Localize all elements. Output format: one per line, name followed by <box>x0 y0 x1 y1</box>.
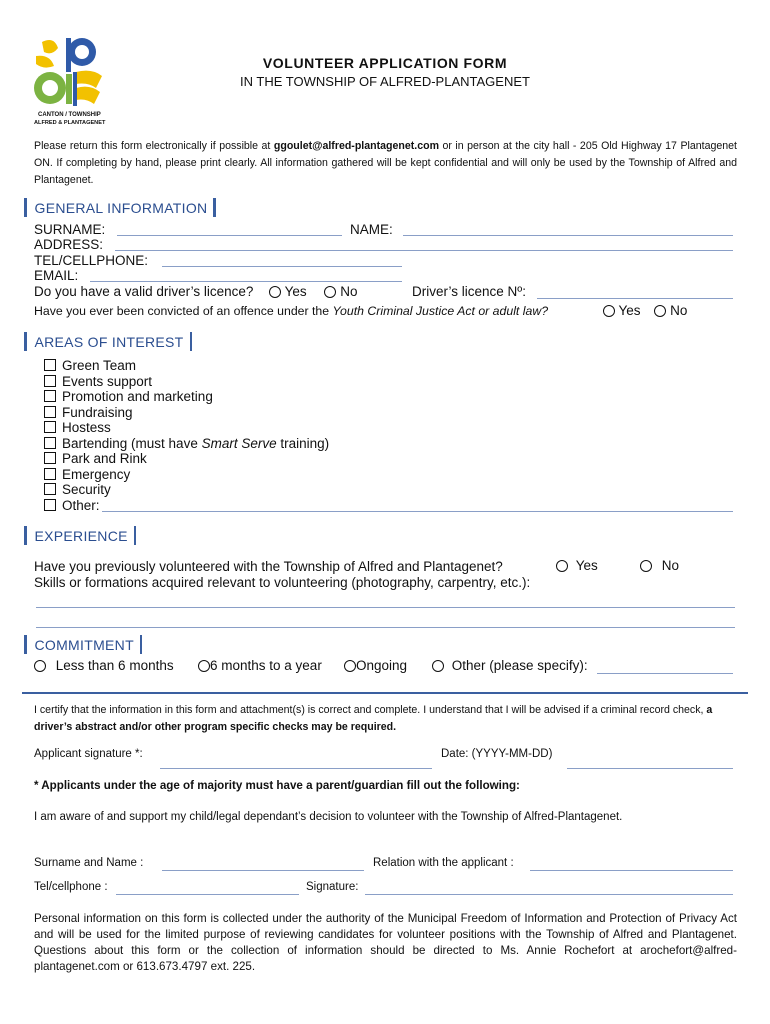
interest-item[interactable]: Emergency <box>44 467 329 483</box>
conviction-yes-radio[interactable] <box>603 305 615 317</box>
section-general-information: GENERAL INFORMATION <box>24 198 216 217</box>
address-label: ADDRESS: <box>34 237 104 252</box>
skills-question: Skills or formations acquired relevant to volunteering (photography, carpentry, etc.): <box>34 575 531 590</box>
security-checkbox[interactable] <box>44 483 56 495</box>
surname-label: SURNAME: <box>34 222 106 237</box>
contact-email-link[interactable]: ggoulet@alfred-plantagenet.com <box>273 140 440 152</box>
tel-label: TEL/CELLPHONE: <box>34 253 149 268</box>
licence-number-field[interactable] <box>537 298 733 299</box>
relation-label: Relation with the applicant : <box>373 857 514 869</box>
form-title: VOLUNTEER APPLICATION FORM <box>262 55 508 71</box>
section-areas-of-interest: AREAS OF INTEREST <box>24 332 192 351</box>
interest-item[interactable]: Security <box>44 482 329 498</box>
promotion-checkbox[interactable] <box>44 390 56 402</box>
guardian-tel-field[interactable] <box>116 894 299 895</box>
interest-item[interactable]: Hostess <box>44 420 329 436</box>
licence-no-label: No <box>340 284 358 299</box>
volunteered-no-option <box>640 558 679 573</box>
skills-field-line-2[interactable] <box>36 627 735 628</box>
commitment-6-12-option <box>198 658 322 673</box>
interest-item[interactable]: Events support <box>44 374 329 390</box>
conviction-no-label: No <box>670 303 688 318</box>
section-commitment: COMMITMENT <box>24 635 142 654</box>
bartending-checkbox[interactable] <box>44 437 56 449</box>
logo-text-2: ALFRED & PLANTAGENET <box>34 120 106 126</box>
conviction-options <box>603 303 687 318</box>
interest-item[interactable]: Park and Rink <box>44 451 329 467</box>
commitment-ongoing-option <box>344 658 407 673</box>
guardian-name-label: Surname and Name : <box>34 857 144 869</box>
other-checkbox[interactable] <box>44 499 56 511</box>
form-subtitle: IN THE TOWNSHIP OF ALFRED-PLANTAGENET <box>240 74 530 89</box>
conviction-question: Have you ever been convicted of an offence under the Youth Criminal Justice Act or adult law? <box>34 304 549 318</box>
commitment-other-option <box>432 658 588 673</box>
skills-field-line-1[interactable] <box>36 607 735 608</box>
name-label: NAME: <box>350 222 393 237</box>
events-support-checkbox[interactable] <box>44 375 56 387</box>
licence-number-label: Driver’s licence Nº: <box>412 284 526 299</box>
green-team-checkbox[interactable] <box>44 359 56 371</box>
email-label: EMAIL: <box>34 268 79 283</box>
guardian-tel-label: Tel/cellphone : <box>34 881 108 893</box>
date-field[interactable] <box>567 768 733 769</box>
section-experience: EXPERIENCE <box>24 526 136 545</box>
licence-no-radio[interactable] <box>324 286 336 298</box>
volunteered-question: Have you previously volunteered with the Township of Alfred and Plantagenet? <box>34 559 503 574</box>
commitment-ongoing-radio[interactable] <box>344 660 356 672</box>
intro-paragraph: Please return this form electronically if possible at ggoulet@alfred-plantagenet.com or in person at the city hall - 205 Old Highway 17 Plantagenet ON. If completing by hand, please print clearly. All information gathered will be kept confidential and will only be used by the Township of Alfred and Plantagenet. <box>34 140 737 186</box>
volunteered-no-radio[interactable] <box>640 560 652 572</box>
guardian-name-field[interactable] <box>162 870 364 871</box>
other-interest-field[interactable] <box>102 511 733 512</box>
commitment-options <box>34 658 174 673</box>
guardian-signature-field[interactable] <box>365 894 733 895</box>
conviction-yes-label: Yes <box>618 303 641 318</box>
interest-item[interactable]: Other: <box>44 498 329 514</box>
commitment-6-12-radio[interactable] <box>198 660 210 672</box>
name-field[interactable] <box>403 235 733 236</box>
logo-text-1: CANTON / TOWNSHIP <box>38 112 101 118</box>
date-label: Date: (YYYY-MM-DD) <box>441 748 553 760</box>
commitment-less-6-label: Less than 6 months <box>55 658 174 673</box>
applicant-signature-label: Applicant signature *: <box>34 748 143 760</box>
tel-field[interactable] <box>162 266 402 267</box>
guardian-signature-label: Signature: <box>306 881 359 893</box>
interest-item[interactable]: Fundraising <box>44 405 329 421</box>
volunteered-yes-radio[interactable] <box>556 560 568 572</box>
commitment-less-6-radio[interactable] <box>34 660 46 672</box>
commitment-other-field[interactable] <box>597 673 733 674</box>
volunteered-yes-option <box>556 558 598 573</box>
commitment-other-radio[interactable] <box>432 660 444 672</box>
interest-item[interactable]: Green Team <box>44 358 329 374</box>
certify-statement: I certify that the information in this form and attachment(s) is correct and complete. I understand that I will be advised if a criminal record check, a driver’s abstract and/or other program specific checks may be required. <box>34 704 713 733</box>
surname-field[interactable] <box>117 235 342 236</box>
interest-list <box>44 358 329 513</box>
applicant-signature-field[interactable] <box>160 768 432 769</box>
address-field[interactable] <box>115 250 733 251</box>
volunteered-no-label: No <box>661 558 680 573</box>
commitment-ongoing-label: Ongoing <box>356 658 408 673</box>
commitment-6-12-label: 6 months to a year <box>210 658 322 673</box>
licence-yes-label: Yes <box>284 284 307 299</box>
commitment-other-label: Other (please specify): <box>451 658 588 673</box>
interest-item[interactable]: Promotion and marketing <box>44 389 329 405</box>
email-field[interactable] <box>90 281 402 282</box>
interest-item[interactable]: Bartending (must have Smart Serve training) <box>44 436 329 452</box>
park-rink-checkbox[interactable] <box>44 452 56 464</box>
relation-field[interactable] <box>530 870 733 871</box>
privacy-notice: Personal information on this form is collected under the authority of the Municipal Freedom of Information and Protection of Privacy Act and will be used for the limited purpose of reviewing candidates for volunteer positions with the Township of Alfred and Plantagenet. Questions about this form or the collection of information should be directed to Ms. Annie Rochefort at arochefort@alfred-plantagenet.com or 613.673.4797 ext. 225. <box>34 912 737 973</box>
guardian-awareness-statement: I am aware of and support my child/legal dependant’s decision to volunteer with the Township of Alfred-Plantagenet. <box>34 811 623 823</box>
emergency-checkbox[interactable] <box>44 468 56 480</box>
section-divider <box>22 692 748 694</box>
licence-question: Do you have a valid driver’s licence? Yes No <box>34 284 358 299</box>
volunteered-yes-label: Yes <box>575 558 598 573</box>
fundraising-checkbox[interactable] <box>44 406 56 418</box>
minor-notice: * Applicants under the age of majority must have a parent/guardian fill out the following: <box>34 779 520 792</box>
conviction-no-radio[interactable] <box>654 305 666 317</box>
hostess-checkbox[interactable] <box>44 421 56 433</box>
licence-yes-radio[interactable] <box>269 286 281 298</box>
